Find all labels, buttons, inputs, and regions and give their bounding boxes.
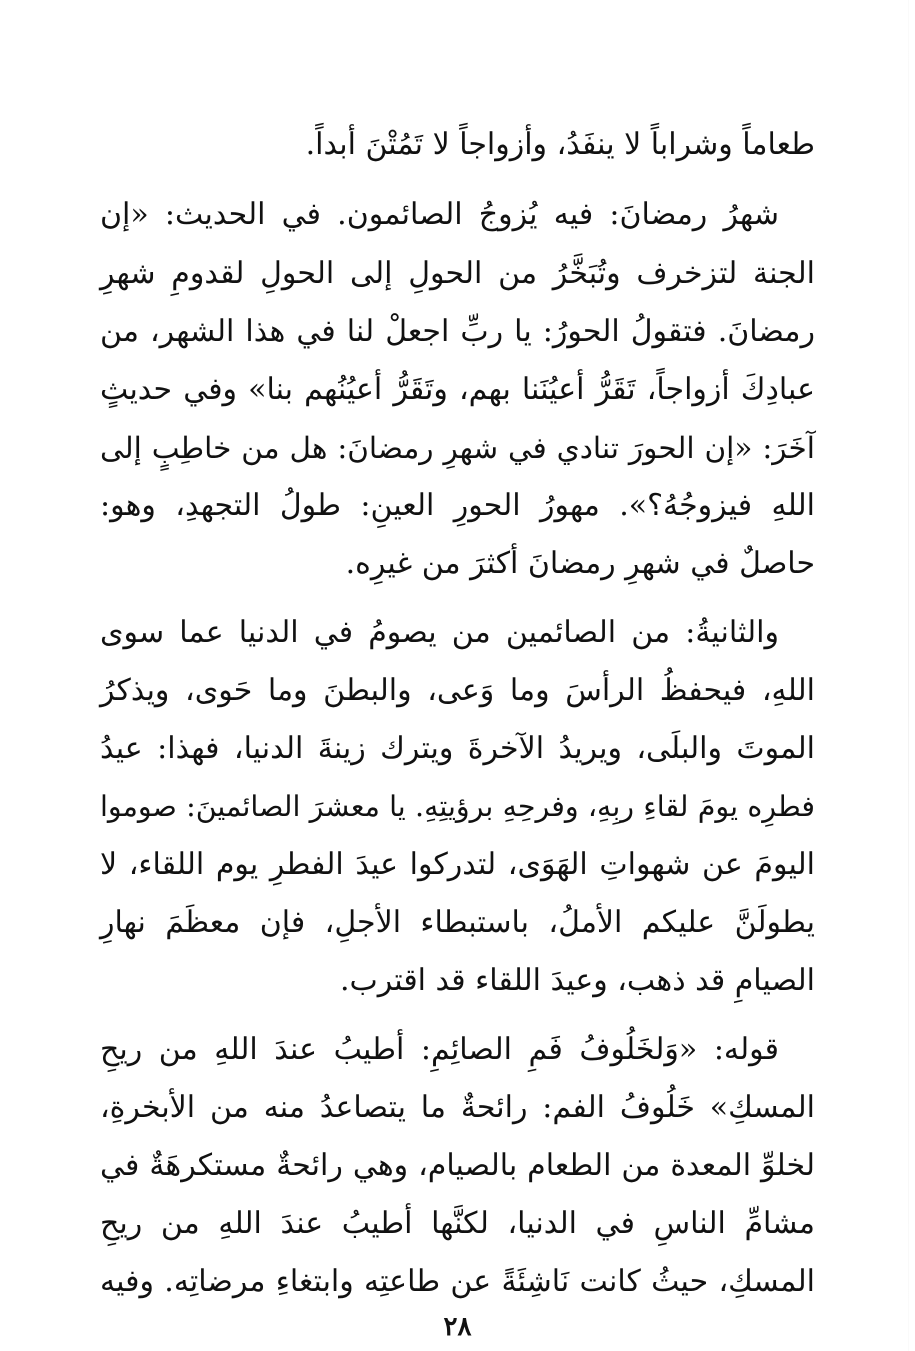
text-line: لخلوِّ المعدة من الطعام بالصيام، وهي رائحةٌ مستكرهَةٌ في	[100, 1148, 815, 1183]
text-line: الصيامِ قد ذهب، وعيدَ اللقاء قد اقترب.	[339, 963, 815, 998]
text-line: الجنة لتزخرف وتُبَخَّرُ من الحولِ إلى الحولِ لقدومِ شهرِ	[100, 256, 815, 291]
text-line: المسكِ» خَلُوفُ الفم: رائحةٌ ما يتصاعدُ منه من الأبخرةِ،	[100, 1090, 815, 1125]
text-line: رمضانَ. فتقولُ الحورُ: يا ربِّ اجعلْ لنا في هذا الشهر، من	[100, 314, 815, 349]
text-line: عبادِكَ أزواجاً، تَقَرُّ أعيُنَنا بهم، وتَقَرُّ أعيُنُهم بنا» وفي حديثٍ	[100, 372, 815, 407]
text-line: اليومَ عن شهواتِ الهَوَى، لتدركوا عيدَ الفطرِ يوم اللقاء، لا	[100, 847, 815, 882]
text-line: يطولَنَّ عليكم الأملُ، باستبطاء الأجلِ، فإن معظَمَ نهارِ	[100, 905, 816, 940]
text-line: اللهِ، فيحفظُ الرأسَ وما وَعى، والبطنَ وما حَوى، ويذكرُ	[100, 673, 815, 708]
text-line: والثانيةُ: من الصائمين من يصومُ في الدنيا عما سوى	[100, 615, 779, 650]
text-line: قوله: «وَلخَلُوفُ فَمِ الصائِمِ: أطيبُ عندَ اللهِ من ريحِ	[100, 1032, 779, 1067]
text-line: اللهِ فيزوجُهُ؟». مهورُ الحورِ العينِ: طولُ التجهدِ، وهو:	[100, 488, 815, 523]
text-line: طعاماً وشراباً لا ينفَدُ، وأزواجاً لا تَمُتْنَ أبداً.	[305, 127, 815, 162]
page-edge	[908, 0, 909, 1351]
text-line: فطرِه يومَ لقاءِ ربِهِ، وفرحِهِ برؤيتِهِ. يا معشرَ الصائمينَ: صوموا	[100, 790, 815, 823]
text-line: آخَرَ: «إن الحورَ تنادي في شهرِ رمضانَ: هل من خاطِبٍ إلى	[100, 431, 815, 465]
text-line: المسكِ، حيثُ كانت نَاشِئَةً عن طاعتِه وابتغاءِ مرضاتِه. وفيه	[100, 1264, 815, 1299]
page-number: ٢٨	[443, 1312, 472, 1342]
text-line: مشامِّ الناسِ في الدنيا، لكنَّها أطيبُ عندَ اللهِ من ريحِ	[100, 1206, 815, 1241]
text-line: شهرُ رمضانَ: فيه يُزوجُ الصائمون. في الحديث: «إن	[100, 197, 779, 232]
text-line: الموتَ والبلَى، ويريدُ الآخرةَ ويترك زينةَ الدنيا، فهذا: عيدُ	[100, 731, 815, 766]
text-line: حاصلٌ في شهرِ رمضانَ أكثرَ من غيرِه.	[345, 546, 815, 581]
